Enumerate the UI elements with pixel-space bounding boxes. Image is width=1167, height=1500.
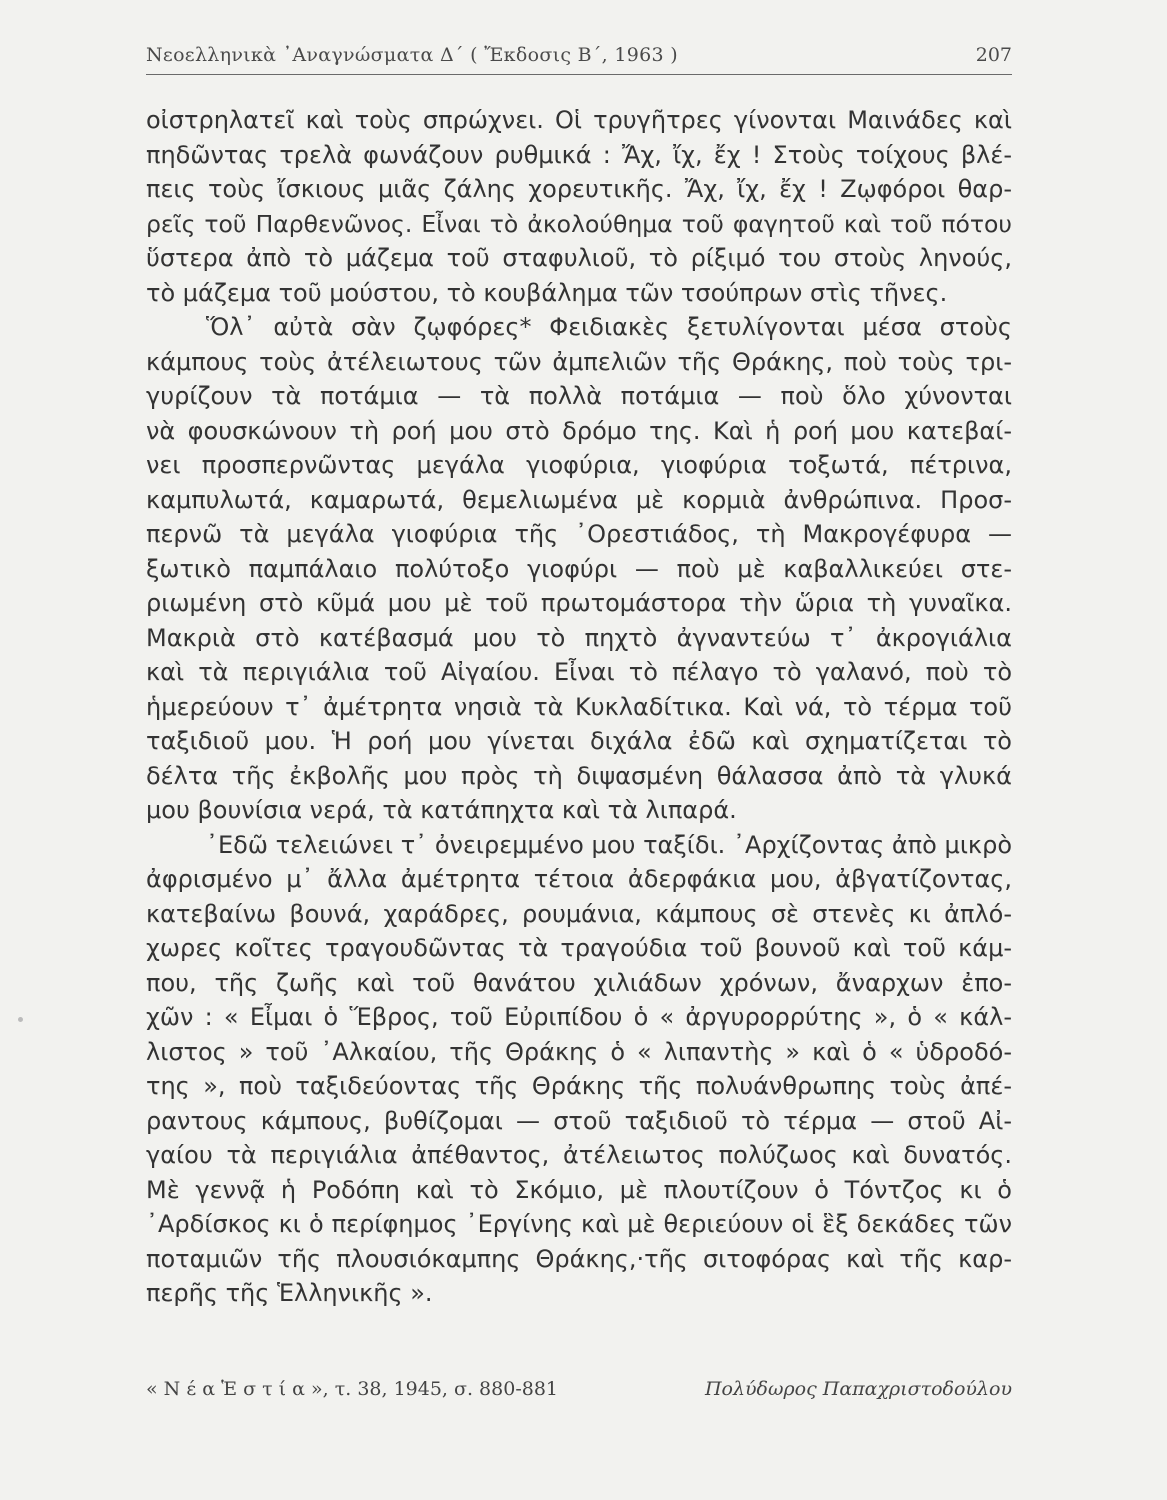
citation-footer	[146, 1378, 1012, 1408]
text-line: χωρες κοῖτες τραγουδῶντας τὰ τραγούδια τοῦ βουνοῦ καὶ τοῦ κάμ-	[146, 934, 1012, 962]
text-line: ρεῖς τοῦ Παρθενῶνος. Εἶναι τὸ ἀκολούθημα τοῦ φαγητοῦ καὶ τοῦ πότου	[146, 209, 1012, 238]
page-number: 207	[975, 44, 1012, 66]
text-line: ταξιδιοῦ μου. Ἡ ροή μου γίνεται διχάλα ἐδῶ καὶ σχηματίζεται τὸ	[146, 727, 1012, 755]
text-line: λιστος » τοῦ ᾿Αλκαίου, τῆς Θράκης ὁ « λιπαντὴς » καὶ ὁ « ὑδροδό-	[146, 1037, 1012, 1066]
text-line: ἡμερεύουν τ᾽ ἀμέτρητα νησιὰ τὰ Κυκλαδίτικα. Καὶ νά, τὸ τέρμα τοῦ	[146, 692, 1012, 721]
text-line: οἰστρηλατεῖ καὶ τοὺς σπρώχνει. Οἱ τρυγῆτρες γίνονται Μαινάδες καὶ	[146, 106, 1012, 134]
margin-speck	[18, 1017, 23, 1022]
text-line: περῆς τῆς Ἑλληνικῆς ».	[146, 1279, 433, 1307]
text-line: περνῶ τὰ μεγάλα γιοφύρια τῆς ᾿Ορεστιάδος, τὴ Μακρογέφυρα —	[146, 520, 1012, 548]
text-line: ὕστερα ἀπὸ τὸ μάζεμα τοῦ σταφυλιοῦ, τὸ ρίξιμό του στοὺς ληνούς,	[146, 244, 1012, 272]
text-line: πεις τοὺς ἴσκιους μιᾶς ζάλης χορευτικῆς. Ἄχ, ἴχ, ἔχ ! Ζῳφόροι θαρ-	[146, 175, 1012, 203]
text-line: ξωτικὸ παμπάλαιο πολύτοξο γιοφύρι — ποὺ μὲ καβαλλικεύει στε-	[146, 554, 1012, 583]
text-line: καμπυλωτά, καμαρωτά, θεμελιωμένα μὲ κορμιὰ ἀνθρώπινα. Προσ-	[146, 485, 1012, 514]
paragraph	[146, 828, 1012, 1311]
text-line: χῶν : « Εἶμαι ὁ Ἕβρος, τοῦ Εὐριπίδου ὁ « ἀργυρορρύτης », ὁ « κάλ-	[146, 1003, 1012, 1031]
author-name: Πολύδωρος Παπαχριστοδούλου	[704, 1378, 1012, 1400]
running-header	[146, 38, 1012, 75]
text-line: της », ποὺ ταξιδεύοντας τῆς Θράκης τῆς πολυάνθρωπης τοὺς ἀπέ-	[146, 1072, 1012, 1100]
paragraph	[146, 103, 1012, 310]
paragraph	[146, 310, 1012, 828]
text-line: ἀφρισμένο μ᾽ ἄλλα ἀμέτρητα τέτοια ἀδερφάκια μου, ἀβγατίζοντας,	[146, 865, 1012, 893]
text-line: νει προσπερνῶντας μεγάλα γιοφύρια, γιοφύρια τοξωτά, πέτρινα,	[146, 451, 1012, 479]
body-text	[146, 103, 1012, 1311]
text-line: γαίου τὰ περιγιάλια ἀπέθαντος, ἀτέλειωτος πολύζωος καὶ δυνατός.	[146, 1141, 1012, 1169]
text-line: πηδῶντας τρελὰ φωνάζουν ρυθμικά : Ἄχ, ἴχ, ἔχ ! Στοὺς τοίχους βλέ-	[146, 140, 1012, 169]
text-line: Μὲ γεννᾷ ἡ Ροδόπη καὶ τὸ Σκόμιο, μὲ πλουτίζουν ὁ Τόντζος κι ὁ	[146, 1175, 1012, 1204]
text-line: Ὅλ᾽ αὐτὰ σὰν ζῳφόρες* Φειδιακὲς ξετυλίγονται μέσα στοὺς	[206, 313, 1012, 341]
header-title: Νεοελληνικὰ ᾿Αναγνώσματα Δ΄ ( Ἔκδοσις Β΄, 1963 )	[146, 44, 678, 66]
text-line: μου βουνίσια νερά, τὰ κατάπηχτα καὶ τὰ λιπαρά.	[146, 796, 737, 824]
text-line: κατεβαίνω βουνά, χαράδρες, ρουμάνια, κάμπους σὲ στενὲς κι ἀπλό-	[146, 899, 1012, 928]
text-line: ραντους κάμπους, βυθίζομαι — στοῦ ταξιδιοῦ τὸ τέρμα — στοῦ Αἰ-	[146, 1106, 1012, 1135]
text-line: ριωμένη στὸ κῦμά μου μὲ τοῦ πρωτομάστορα τὴν ὥρια τὴ γυναῖκα.	[146, 589, 1012, 617]
text-line: που, τῆς ζωῆς καὶ τοῦ θανάτου χιλιάδων χρόνων, ἄναρχων ἐπο-	[146, 968, 1012, 997]
text-line: ποταμιῶν τῆς πλουσιόκαμπης Θράκης,·τῆς σιτοφόρας καὶ τῆς καρ-	[146, 1244, 1012, 1273]
text-line: καὶ τὰ περιγιάλια τοῦ Αἰγαίου. Εἶναι τὸ πέλαγο τὸ γαλανό, ποὺ τὸ	[146, 658, 1012, 686]
text-line: δέλτα τῆς ἐκβολῆς μου πρὸς τὴ διψασμένη θάλασσα ἀπὸ τὰ γλυκά	[146, 761, 1012, 790]
text-line: τὸ μάζεμα τοῦ μούστου, τὸ κουβάλημα τῶν τσούπρων στὶς τῆνες.	[146, 278, 948, 307]
text-line: γυρίζουν τὰ ποτάμια — τὰ πολλὰ ποτάμια — ποὺ ὅλο χύνονται	[146, 382, 1012, 410]
text-line: ᾿Εδῶ τελειώνει τ᾽ ὀνειρεμμένο μου ταξίδι. ᾿Αρχίζοντας ἀπὸ μικρὸ	[206, 830, 1012, 859]
source-citation: « Ν έ α Ἑ σ τ ί α », τ. 38, 1945, σ. 880-881	[146, 1378, 559, 1400]
text-line: Μακριὰ στὸ κατέβασμά μου τὸ πηχτὸ ἀγναντεύω τ᾽ ἀκρογιάλια	[146, 623, 1012, 652]
text-line: νὰ φουσκώνουν τὴ ροή μου στὸ δρόμο της. Καὶ ἡ ροή μου κατεβαί-	[146, 416, 1012, 445]
text-line: κάμπους τοὺς ἀτέλειωτους τῶν ἀμπελιῶν τῆς Θράκης, ποὺ τοὺς τρι-	[146, 347, 1012, 376]
text-line: ᾿Αρδίσκος κι ὁ περίφημος ᾿Εργίνης καὶ μὲ θεριεύουν οἱ ἓξ δεκάδες τῶν	[146, 1210, 1012, 1238]
